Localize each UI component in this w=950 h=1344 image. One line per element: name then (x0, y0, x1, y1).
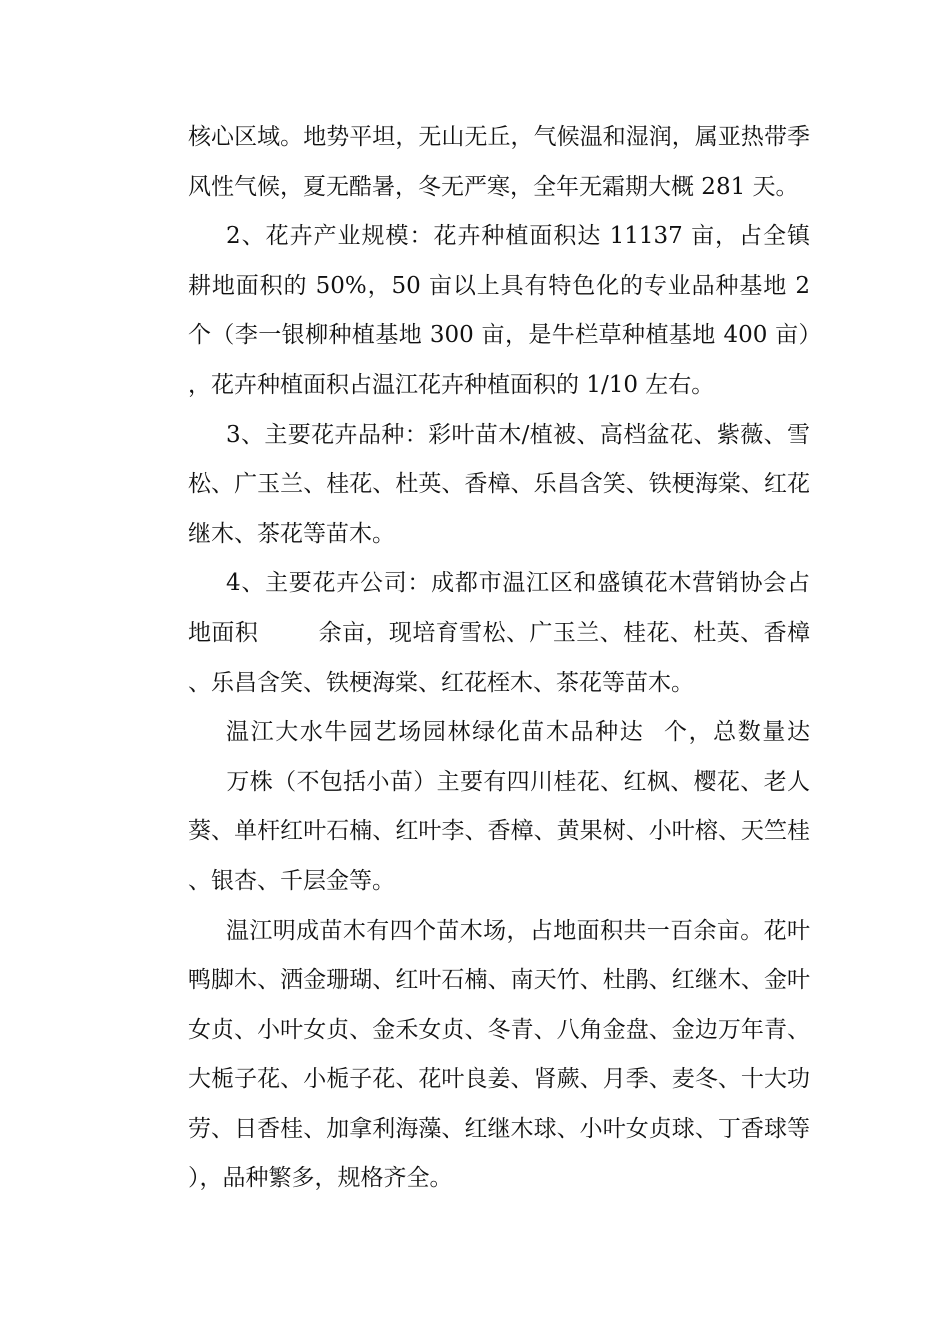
paragraph-industry-scale (188, 212, 810, 410)
paragraph-intro-continuation (188, 113, 810, 212)
paragraph-text: 核心区域。地势平坦，无山无丘，气候温和湿润，属亚热带季风性气候，夏无酷暑，冬无严寒，全年无霜期大概 281 天。 (188, 124, 810, 200)
paragraph-mingcheng-nursery (188, 907, 810, 1205)
paragraph-text-part2: 个，总数量达 (662, 719, 811, 746)
paragraph-dashuiniu-nursery (188, 708, 810, 906)
paragraph-text-part1: 温江大水牛园艺场园林绿化苗木品种达 (226, 719, 645, 746)
paragraph-text-part1: 4、主要花卉公司：成都市温江区和盛镇花木营销协会占地面积 (188, 570, 810, 646)
document-body (188, 113, 810, 1204)
paragraph-main-varieties (188, 411, 810, 560)
paragraph-text: 3、主要花卉品种：彩叶苗木/植被、高档盆花、紫薇、雪松、广玉兰、桂花、杜英、香樟、乐昌含笑、铁梗海棠、红花继木、茶花等苗木。 (188, 421, 810, 547)
paragraph-text-part3: 万株（不包括小苗）主要有四川桂花、红枫、樱花、老人葵、单杆红叶石楠、红叶李、香樟、黄果树、小叶榕、天竺桂、银杏、千层金等。 (188, 768, 810, 894)
paragraph-text: 温江明成苗木有四个苗木场，占地面积共一百余亩。花叶鸭脚木、洒金珊瑚、红叶石楠、南天竹、杜鹃、红继木、金叶女贞、小叶女贞、金禾女贞、冬青、八角金盘、金边万年青、大栀子花、小栀子花、花叶良姜、肾蕨、月季、麦冬、十大功劳、日香桂、加拿利海藻、红继木球、小叶女贞球、丁香球等），品种繁多，规格齐全。 (188, 917, 810, 1192)
paragraph-text: 2、花卉产业规模：花卉种植面积达 11137 亩，占全镇耕地面积的 50%，50 亩以上具有特色化的专业品种基地 2 个（李一银柳种植基地 300 亩，是牛栏草种植基地 400 亩），花卉种植面积占温江花卉种植面积的 1/10 左右。 (188, 223, 810, 398)
paragraph-text-part2: 余亩，现培育雪松、广玉兰、桂花、杜英、香樟、乐昌含笑、铁梗海棠、红花桎木、茶花等苗木。 (188, 619, 811, 696)
paragraph-main-companies (188, 559, 810, 708)
